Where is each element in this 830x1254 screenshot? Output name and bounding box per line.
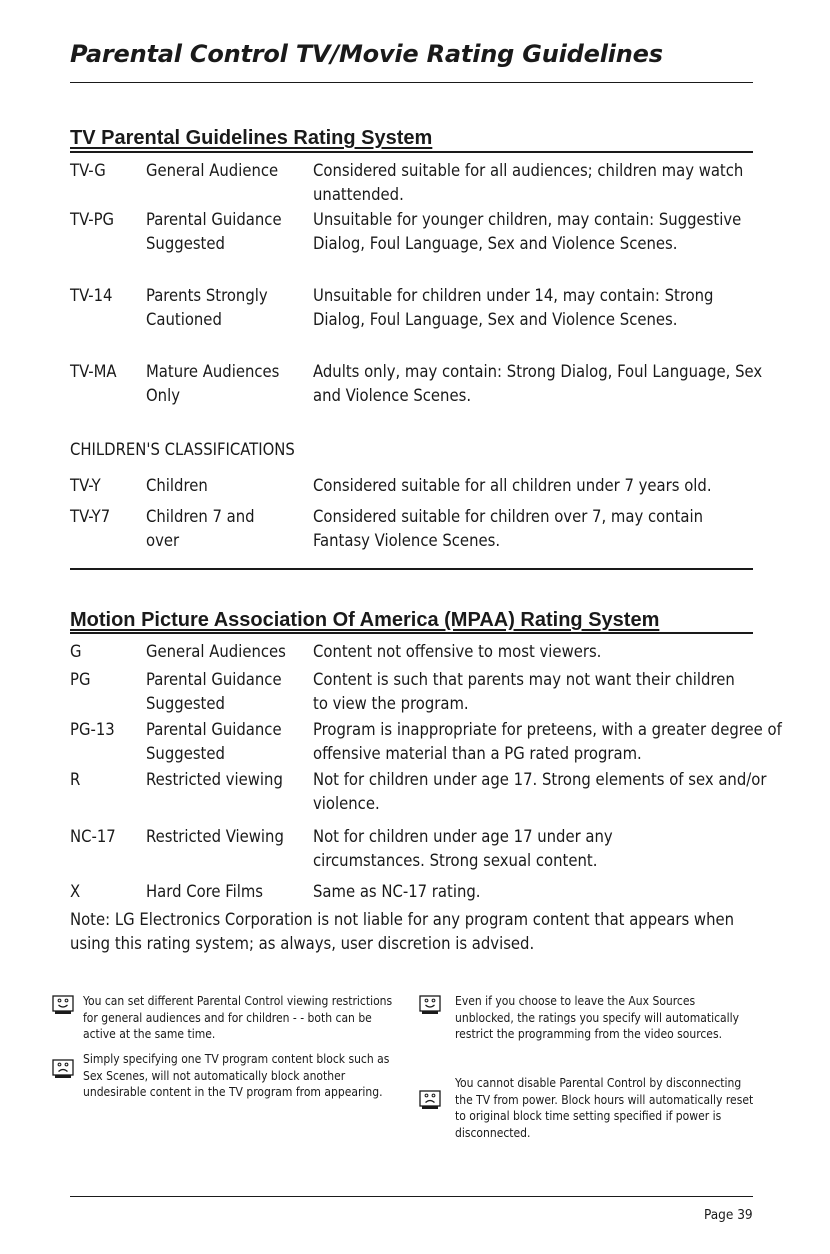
- tip-text: You can set different Parental Control viewing restrictions for general audiences and for children - - both can be active at the same time.: [83, 994, 393, 1041]
- rating-name: Hard Core Films: [146, 882, 264, 901]
- rating-code: NC-17: [70, 827, 116, 846]
- rating-name: Parental Guidance Suggested: [146, 210, 282, 253]
- children-classifications-heading: CHILDREN'S CLASSIFICATIONS: [70, 440, 295, 459]
- rating-code: TV-PG: [70, 210, 115, 229]
- rating-description: Same as NC-17 rating.: [313, 882, 481, 901]
- rating-name: Children: [146, 476, 208, 495]
- rating-name: Parents Strongly Cautioned: [146, 286, 268, 329]
- sad-face-icon: [419, 1090, 441, 1110]
- rating-description: Unsuitable for younger children, may contain: Suggestive Dialog, Foul Language, Sex and Violence Scenes.: [313, 210, 742, 253]
- tip-text: You cannot disable Parental Control by disconnecting the TV from power. Block hours will automatically reset to original block time setting specified if power is disconnected.: [455, 1076, 754, 1140]
- rating-code: TV-Y7: [70, 507, 111, 526]
- rating-description: Adults only, may contain: Strong Dialog, Foul Language, Sex and Violence Scenes.: [313, 362, 763, 405]
- rating-code: G: [70, 642, 82, 661]
- mpaa-heading-rule: [70, 632, 753, 634]
- liability-note: Note: LG Electronics Corporation is not liable for any program content that appears when using this rating system; as always, user discretion is advised.: [70, 910, 735, 953]
- rating-name: Restricted viewing: [146, 770, 283, 789]
- mpaa-section-heading: Motion Picture Association Of America (MPAA) Rating System: [70, 609, 660, 631]
- rating-code: TV-14: [70, 286, 113, 305]
- happy-face-icon: [52, 995, 74, 1015]
- rating-code: TV-Y: [70, 476, 101, 495]
- title-divider: [70, 82, 753, 83]
- rating-name: Mature Audiences Only: [146, 362, 280, 405]
- rating-description: Not for children under age 17 under any circumstances. Strong sexual content.: [313, 827, 613, 870]
- happy-face-icon: [419, 995, 441, 1015]
- rating-description: Content is such that parents may not want their children to view the program.: [313, 670, 735, 713]
- rating-description: Considered suitable for all children under 7 years old.: [313, 476, 712, 495]
- rating-code: PG: [70, 670, 91, 689]
- rating-code: PG-13: [70, 720, 115, 739]
- section-divider: [70, 568, 753, 570]
- rating-name: Children 7 and over: [146, 507, 255, 550]
- rating-description: Content not offensive to most viewers.: [313, 642, 602, 661]
- tv-heading-rule: [70, 151, 753, 153]
- rating-code: TV-G: [70, 161, 106, 180]
- rating-name: Parental Guidance Suggested: [146, 720, 282, 763]
- page-title: Parental Control TV/Movie Rating Guidelines: [70, 40, 663, 68]
- tip-text: Even if you choose to leave the Aux Sources unblocked, the ratings you specify will automatically restrict the programming from the video sources.: [455, 994, 740, 1041]
- rating-description: Not for children under age 17. Strong elements of sex and/or violence.: [313, 770, 767, 813]
- rating-code: TV-MA: [70, 362, 117, 381]
- rating-name: General Audience: [146, 161, 279, 180]
- rating-description: Considered suitable for all audiences; children may watch unattended.: [313, 161, 744, 204]
- rating-name: Restricted Viewing: [146, 827, 284, 846]
- sad-face-icon: [52, 1059, 74, 1079]
- page-number: Page 39: [704, 1207, 753, 1223]
- rating-name: Parental Guidance Suggested: [146, 670, 282, 713]
- rating-description: Unsuitable for children under 14, may contain: Strong Dialog, Foul Language, Sex and Violence Scenes.: [313, 286, 714, 329]
- tip-text: Simply specifying one TV program content block such as Sex Scenes, will not automatically block another undesirable content in the TV program from appearing.: [83, 1052, 390, 1099]
- rating-description: Program is inappropriate for preteens, with a greater degree of offensive material than a PG rated program.: [313, 720, 782, 763]
- footer-divider: [70, 1196, 753, 1197]
- tv-section-heading: TV Parental Guidelines Rating System: [70, 127, 433, 149]
- rating-name: General Audiences: [146, 642, 286, 661]
- rating-description: Considered suitable for children over 7, may contain Fantasy Violence Scenes.: [313, 507, 704, 550]
- rating-code: X: [70, 882, 81, 901]
- rating-code: R: [70, 770, 81, 789]
